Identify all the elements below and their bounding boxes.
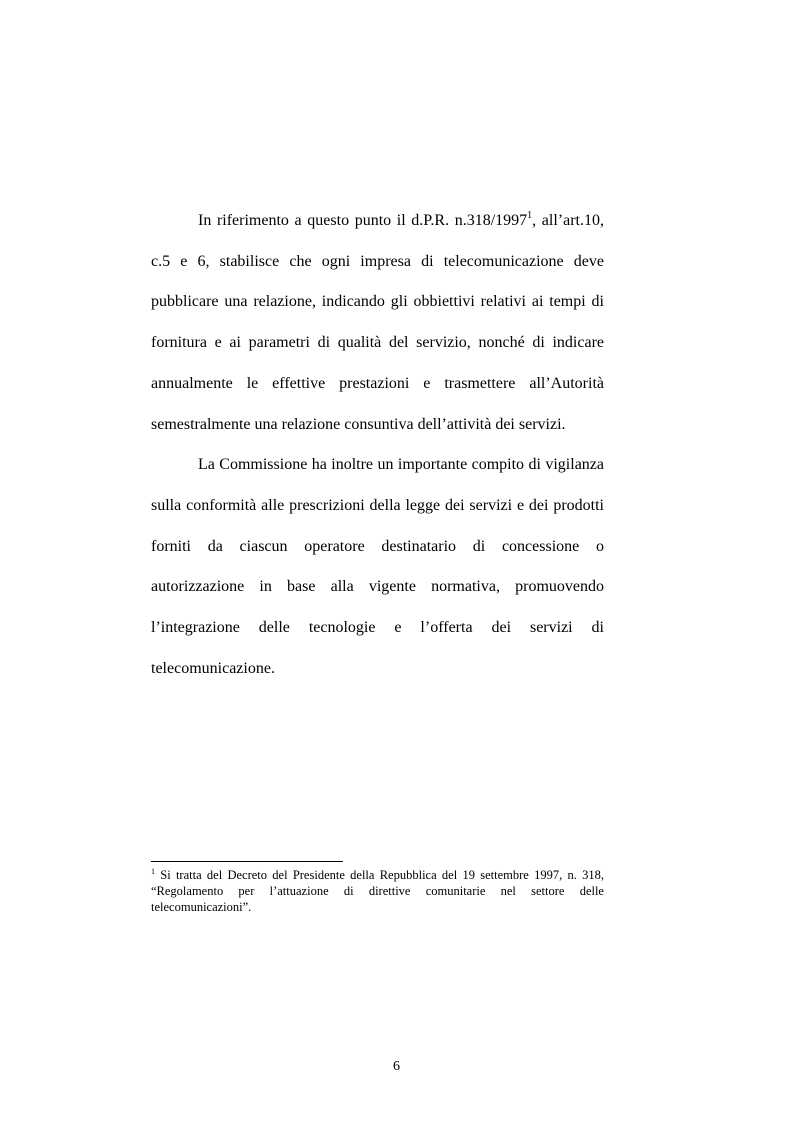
footnote-text: Si tratta del Decreto del Presidente della Repubblica del 19 settembre 1997, n. 318, “Regolamento per l’attuazione di direttive comunitarie nel settore delle telecomunicazioni”. xyxy=(151,868,604,914)
paragraph-1 xyxy=(151,201,604,445)
footnote-reference[interactable]: 1 xyxy=(527,210,533,221)
body-text xyxy=(151,201,604,689)
paragraph-1-text-end: , all’art.10, c.5 e 6, stabilisce che ogni impresa di telecomunicazione deve pubblicare una relazione, indicando gli obbiettivi relativi ai tempi di fornitura e ai parametri di qualità del servizio, nonché di indicare annualmente le effettive prestazioni e trasmettere all’Autorità semestralmente una relazione consuntiva dell’attività dei servizi. xyxy=(151,212,604,433)
paragraph-1-text-start: In riferimento a questo punto il d.P.R. n.318/1997 xyxy=(198,212,528,229)
footnote xyxy=(151,867,604,915)
footnote-separator xyxy=(151,861,343,862)
page-number: 6 xyxy=(393,1059,400,1074)
paragraph-2: La Commissione ha inoltre un importante compito di vigilanza sulla conformità alle prescrizioni della legge dei servizi e dei prodotti forniti da ciascun operatore destinatario di concessione o autorizzazione in base alla vigente normativa, promuovendo l’integrazione delle tecnologie e l’offerta dei servizi di telecomunicazione. xyxy=(151,456,604,677)
footnote-marker: 1 xyxy=(151,867,155,876)
